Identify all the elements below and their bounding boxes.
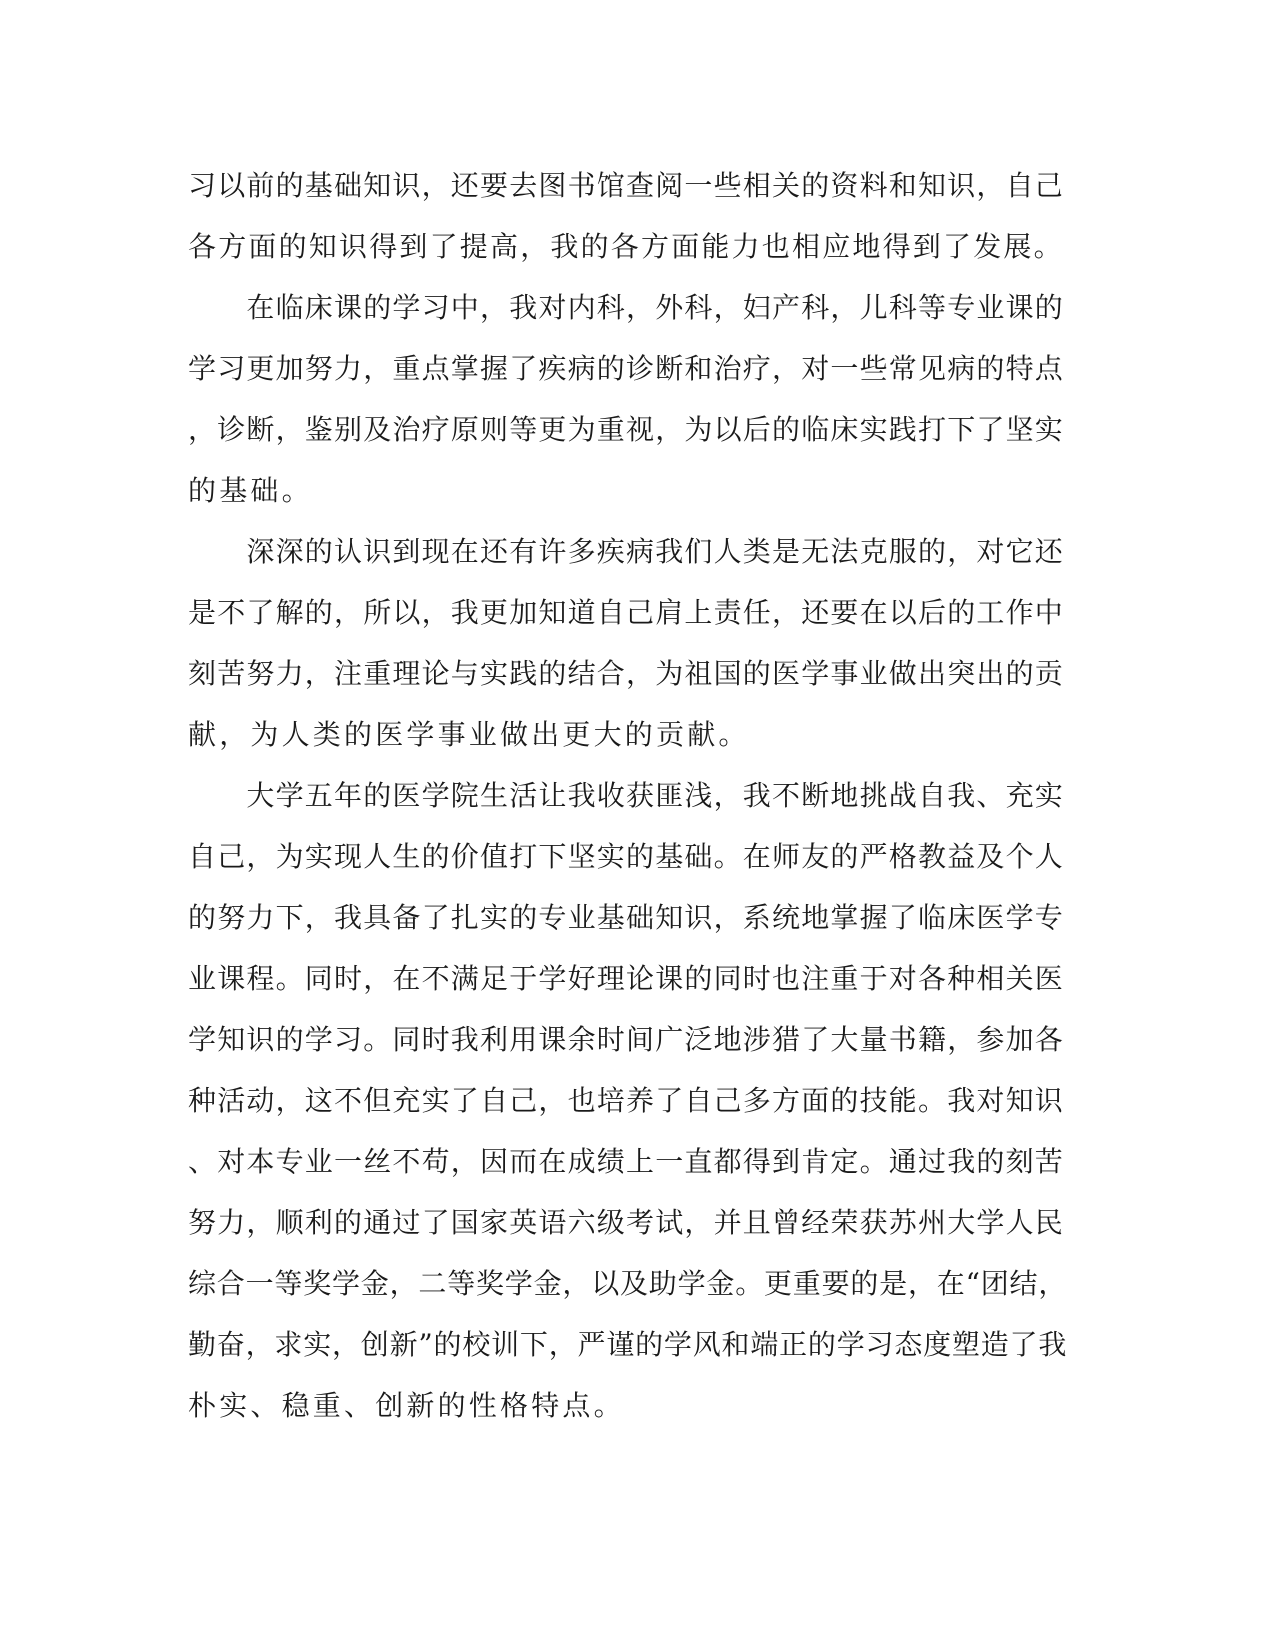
text-line: 业课程。同时，在不满足于学好理论课的同时也注重于对各种相关医 (188, 962, 1065, 995)
text-line: ，诊断，鉴别及治疗原则等更为重视，为以后的临床实践打下了坚实 (188, 413, 1065, 446)
text-line: 在临床课的学习中，我对内科，外科，妇产科，儿科等专业课的 (188, 291, 1065, 324)
text-line: 的基础。 (188, 474, 313, 507)
text-line: 深深的认识到现在还有许多疾病我们人类是无法克服的，对它还 (188, 535, 1065, 568)
text-line: 各方面的知识得到了提高，我的各方面能力也相应地得到了发展。 (188, 230, 1064, 263)
text-line: 、对本专业一丝不苟，因而在成绩上一直都得到肯定。通过我的刻苦 (188, 1145, 1065, 1178)
text-line: 勤奋，求实，创新”的校训下，严谨的学风和端正的学习态度塑造了我 (188, 1328, 1068, 1361)
text-line: 习以前的基础知识，还要去图书馆查阅一些相关的资料和知识，自己 (188, 169, 1065, 202)
text-line: 学习更加努力，重点掌握了疾病的诊断和治疗，对一些常见病的特点 (188, 352, 1065, 385)
text-line: 大学五年的医学院生活让我收获匪浅，我不断地挑战自我、充实 (188, 779, 1065, 812)
text-line: 种活动，这不但充实了自己，也培养了自己多方面的技能。我对知识 (188, 1084, 1065, 1117)
text-line: 的努力下，我具备了扎实的专业基础知识，系统地掌握了临床医学专 (188, 901, 1065, 934)
text-line: 学知识的学习。同时我利用课余时间广泛地涉猎了大量书籍，参加各 (188, 1023, 1065, 1056)
text-line: 刻苦努力，注重理论与实践的结合，为祖国的医学事业做出突出的贡 (188, 657, 1065, 690)
text-line: 是不了解的，所以，我更加知道自己肩上责任，还要在以后的工作中 (188, 596, 1065, 629)
text-line: 自己，为实现人生的价值打下坚实的基础。在师友的严格教益及个人 (188, 840, 1065, 873)
text-line: 献，为人类的医学事业做出更大的贡献。 (188, 718, 750, 751)
text-line: 综合一等奖学金，二等奖学金，以及助学金。更重要的是，在“团结， (188, 1267, 1068, 1300)
text-line: 朴实、稳重、创新的性格特点。 (188, 1389, 625, 1422)
document-body (188, 155, 1068, 1436)
text-line: 努力，顺利的通过了国家英语六级考试，并且曾经荣获苏州大学人民 (188, 1206, 1065, 1239)
